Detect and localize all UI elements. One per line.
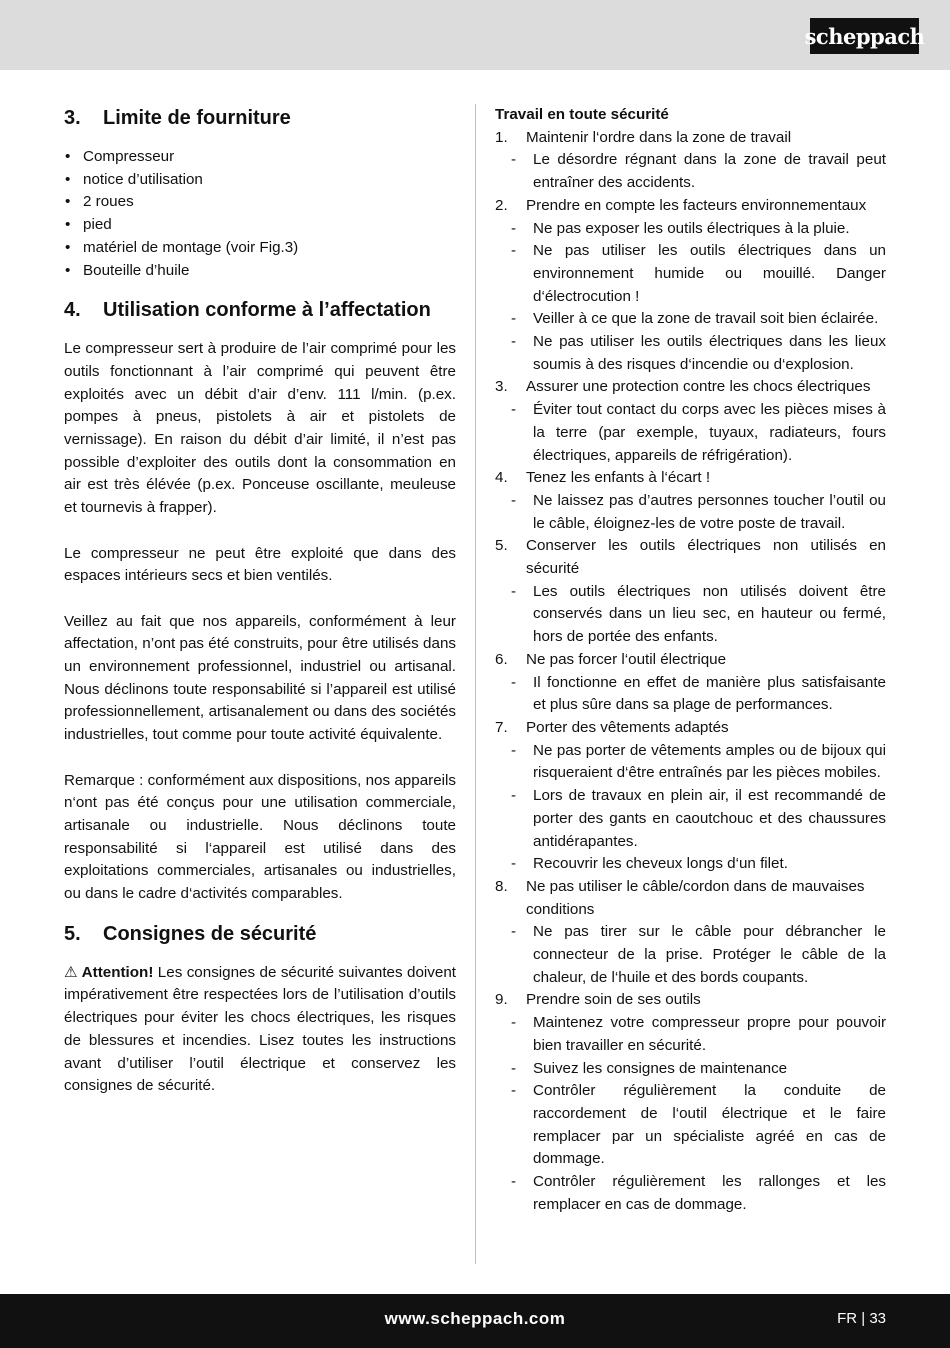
numbered-item: 7. Porter des vêtements adaptés [495,718,729,736]
delivery-list [64,146,456,282]
dash-icon: - [511,582,517,600]
sub-item: - Maintenez votre compresseur propre pour pouvoir bien travailler en sécurité. [495,1012,886,1057]
section-title: Consignes de sécurité [103,922,317,945]
sub-item: - Contrôler régulièrement les rallonges et les remplacer en cas de dommage. [495,1171,886,1216]
page-indicator [837,1310,886,1327]
dash-icon: - [511,855,517,873]
dash-icon: - [511,923,517,941]
left-column [64,104,456,1098]
dash-icon: - [511,242,517,260]
sub-item: - Ne pas exposer les outils électriques à la pluie. [495,218,886,241]
dash-icon: - [511,787,517,805]
dash-icon: - [511,1059,517,1077]
sub-item: - Veiller à ce que la zone de travail soit bien éclairée. [495,308,886,331]
warning-label: ⚠ Attention! [64,963,154,981]
section-title: Limite de fourniture [103,107,291,129]
dash-icon: - [511,151,517,169]
paragraph: Le compresseur sert à produire de l’air comprimé pour les outils fonctionnant à l’air comprimé qui peuvent être exploités avec un débit d’air d’env. 111 l/min. (p.ex. pompes à pneus, pistolets à air et pistolets de vernissage). En raison du débit d’air limité, il n’est pas possible d’exploiter des outils dont la consommation en air est très élévée (p.ex. Ponceuse oscillante, meuleuse et tournevis à frapper). [64,340,456,517]
sub-item: - Lors de travaux en plein air, il est recommandé de porter des gants en caoutchouc et des chaussures antidérapantes. [495,785,886,853]
list-item: • notice d’utilisation [64,169,456,192]
list-item: • Compresseur [64,146,456,169]
warning-paragraph [64,962,456,1098]
numbered-item: 8. Ne pas utiliser le câble/cordon dans de mauvaises conditions [495,877,865,918]
section-heading-4 [64,296,456,324]
dash-icon: - [511,1082,517,1100]
section-title: Utilisation conforme à l’affectation [103,299,431,322]
section-heading-5 [64,920,456,948]
dash-icon: - [511,219,517,237]
sub-item: - Il fonctionne en effet de manière plus satisfaisante et plus sûre dans sa plage de performances. [495,672,886,717]
right-column [495,104,886,1216]
page-number: 33 [869,1310,886,1327]
bullet-icon: • [65,170,71,188]
language-code: FR [837,1310,858,1327]
bullet-icon: • [65,193,71,211]
dash-icon: - [511,741,517,759]
dash-icon: - [511,1014,517,1032]
bullet-icon: • [65,238,71,256]
paragraph: Remarque : conformément aux dispositions, nos appareils n‘ont pas été conçus pour une utilisation commerciale, artisanale ou industrielle. Nous déclinons toute responsabilité si l‘appareil est utilisé dans des exploitations commerciales, artisanales ou industrielles, ou dans le cadre d‘activités comparables. [64,771,456,903]
section-number: 3. [64,107,81,129]
numbered-item: 9. Prendre soin de ses outils [495,991,701,1009]
bullet-icon: • [65,148,71,165]
list-item: • Bouteille d’huile [64,260,456,283]
website-link[interactable]: www.scheppach.com [384,1309,566,1328]
warning-text: Les consignes de sécurité suivantes doivent impérativement être respectées lors de l’utilisation d’outils électriques pour éviter les chocs électriques, les risques de blessures et incendies. Lisez toutes les instructions avant d’utiliser l’outil électrique et conservez les consignes de sécurité. [64,963,456,1095]
sub-item: - Éviter tout contact du corps avec les pièces mises à la terre (par exemple, tuyaux, radiateurs, fours électriques, appareils de réfrigération). [495,399,886,467]
list-item: • 2 roues [64,191,456,214]
sub-item: - Ne pas porter de vêtements amples ou de bijoux qui risqueraient d‘être entraînés par les pièces mobiles. [495,740,886,785]
scheppach-logo: scheppach [810,18,919,54]
bullet-icon: • [65,216,71,234]
list-item: • pied [64,214,456,237]
subheading: Travail en toute sécurité [495,106,669,123]
section-number: 4. [64,299,81,322]
sub-item: - Les outils électriques non utilisés doivent être conservés dans un lieu sec, en hauteur ou fermé, hors de portée des enfants. [495,581,886,649]
list-item: • matériel de montage (voir Fig.3) [64,237,456,260]
numbered-item: 6. Ne pas forcer l‘outil électrique [495,650,727,668]
section-number: 5. [64,922,81,945]
dash-icon: - [511,673,517,691]
numbered-item: 3. Assurer une protection contre les chocs électriques [495,378,871,396]
dash-icon: - [511,310,517,328]
dash-icon: - [511,1173,517,1191]
section-heading-3 [64,104,456,132]
numbered-item: 4. Tenez les enfants à l‘écart ! [495,469,711,487]
paragraph: Veillez au fait que nos appareils, conformément à leur affectation, n’ont pas été construits, pour être utilisés dans un environnement professionnel, industriel ou artisanal. Nous déclinons toute responsabilité si l’appareil est utilisé professionnellement, artisanalement ou dans des sociétés industrielles, tout comme pour toute activité équivalente. [64,612,456,744]
sub-item: - Contrôler régulièrement la conduite de raccordement de l‘outil électrique et le faire remplacer par un spécialiste agréé en cas de dommage. [495,1080,886,1171]
page-separator: | [861,1310,866,1327]
dash-icon: - [511,491,517,509]
bullet-icon: • [65,261,71,279]
sub-item: - Suivez les consignes de maintenance [495,1058,886,1081]
dash-icon: - [511,333,517,351]
sub-item: - Ne pas utiliser les outils électriques dans un environnement humide ou mouillé. Danger d‘électrocution ! [495,240,886,308]
numbered-item: 2. Prendre en compte les facteurs environnementaux [495,196,867,214]
column-divider [475,104,476,1264]
numbered-item: 5. Conserver les outils électriques non utilisés en sécurité [495,537,886,578]
sub-item: - Ne pas tirer sur le câble pour débrancher le connecteur de la prise. Protéger le câble de la chaleur, de l‘huile et des bords coupants. [495,921,886,989]
footer-bar [0,1294,950,1348]
sub-item: - Le désordre régnant dans la zone de travail peut entraîner des accidents. [495,149,886,194]
sub-item: - Ne laissez pas d’autres personnes toucher l’outil ou le câble, éloignez-les de votre poste de travail. [495,490,886,535]
sub-item: - Ne pas utiliser les outils électriques dans les lieux soumis à des risques d‘incendie ou d‘explosion. [495,331,886,376]
sub-item: - Recouvrir les cheveux longs d‘un filet. [495,853,886,876]
paragraph: Le compresseur ne peut être exploité que dans des espaces intérieurs secs et bien ventilés. [64,544,456,585]
numbered-item: 1. Maintenir l‘ordre dans la zone de travail [495,128,792,146]
dash-icon: - [511,401,517,419]
